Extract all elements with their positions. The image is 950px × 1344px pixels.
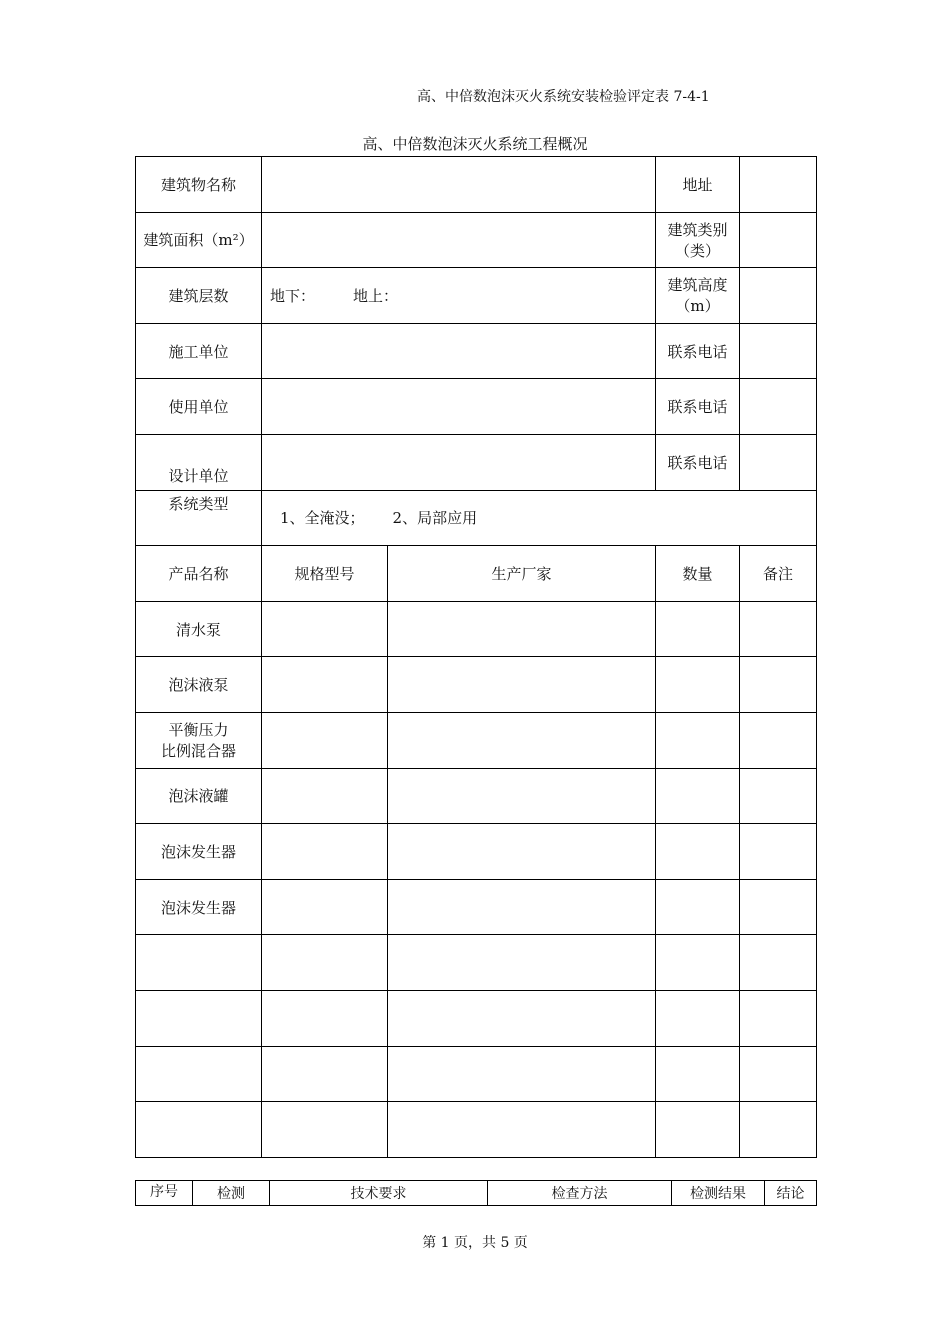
remarks-cell[interactable]: [740, 601, 817, 657]
table-row: [136, 879, 817, 935]
user-unit-value[interactable]: [262, 379, 656, 435]
quantity-cell[interactable]: [656, 824, 740, 880]
manufacturer-cell[interactable]: [388, 1046, 656, 1102]
system-type-label: 系统类型: [136, 490, 262, 546]
spec-cell[interactable]: [262, 879, 388, 935]
design-unit-label: 设计单位: [136, 434, 262, 490]
table-row: [136, 712, 817, 768]
table-row: [136, 601, 817, 657]
remarks-cell[interactable]: [740, 879, 817, 935]
quantity-cell[interactable]: [656, 1046, 740, 1102]
building-name-value[interactable]: [262, 157, 656, 213]
product-name-cell[interactable]: [136, 990, 262, 1046]
product-name-cell[interactable]: [136, 1046, 262, 1102]
manufacturer-cell[interactable]: [388, 990, 656, 1046]
address-value[interactable]: [740, 157, 817, 213]
table-row: [136, 434, 817, 490]
construction-unit-label: 施工单位: [136, 323, 262, 379]
design-unit-value[interactable]: [262, 434, 656, 490]
header-product-name: 产品名称: [136, 546, 262, 602]
building-area-value[interactable]: [262, 212, 656, 268]
product-name: 泡沫液罐: [136, 768, 262, 824]
product-name-cell[interactable]: [136, 1102, 262, 1158]
quantity-cell[interactable]: [656, 712, 740, 768]
aboveground-label: 地上：: [353, 286, 399, 305]
floors-value[interactable]: [262, 268, 656, 324]
spec-cell[interactable]: [262, 1102, 388, 1158]
remarks-cell[interactable]: [740, 990, 817, 1046]
building-category-label: 建筑类别（类）: [656, 212, 740, 268]
table-row: [136, 212, 817, 268]
table-row: [136, 935, 817, 991]
table-row: [136, 546, 817, 602]
remarks-cell[interactable]: [740, 657, 817, 713]
building-height-label: 建筑高度（m）: [656, 268, 740, 324]
project-overview-table: [135, 156, 817, 1158]
quantity-cell[interactable]: [656, 879, 740, 935]
manufacturer-cell[interactable]: [388, 824, 656, 880]
contact-phone-label: 联系电话: [656, 434, 740, 490]
table-row: [136, 657, 817, 713]
spec-cell[interactable]: [262, 601, 388, 657]
document-reference: 高、中倍数泡沫灭火系统安装检验评定表 7-4-1: [417, 89, 710, 105]
manufacturer-cell[interactable]: [388, 879, 656, 935]
remarks-cell[interactable]: [740, 1102, 817, 1158]
remarks-cell[interactable]: [740, 768, 817, 824]
table-row: [136, 323, 817, 379]
table-row: [136, 490, 817, 546]
manufacturer-cell[interactable]: [388, 712, 656, 768]
table-row: [136, 379, 817, 435]
address-label: 地址: [656, 157, 740, 213]
spec-cell[interactable]: [262, 712, 388, 768]
underground-label: 地下：: [270, 286, 316, 305]
system-type-option-1[interactable]: 1、全淹没；: [280, 509, 365, 528]
remarks-cell[interactable]: [740, 712, 817, 768]
construction-unit-value[interactable]: [262, 323, 656, 379]
table-row: [136, 824, 817, 880]
manufacturer-cell[interactable]: [388, 601, 656, 657]
remarks-cell[interactable]: [740, 824, 817, 880]
table-row: [136, 990, 817, 1046]
product-name-line-1: 平衡压力: [168, 721, 229, 740]
quantity-cell[interactable]: [656, 657, 740, 713]
quantity-cell[interactable]: [656, 601, 740, 657]
spec-cell[interactable]: [262, 824, 388, 880]
spec-cell[interactable]: [262, 990, 388, 1046]
manufacturer-cell[interactable]: [388, 935, 656, 991]
table-row: [136, 1102, 817, 1158]
manufacturer-cell[interactable]: [388, 1102, 656, 1158]
construction-phone-value[interactable]: [740, 323, 817, 379]
quantity-cell[interactable]: [656, 1102, 740, 1158]
spec-cell[interactable]: [262, 935, 388, 991]
spec-cell[interactable]: [262, 768, 388, 824]
header-remarks: 备注: [740, 546, 817, 602]
header-seq-no: 序号: [136, 1181, 193, 1206]
design-phone-value[interactable]: [740, 434, 817, 490]
page-number: 第 1 页，共 5 页: [422, 1235, 528, 1251]
header-technical-requirements: 技术要求: [270, 1181, 488, 1206]
system-type-value[interactable]: [262, 490, 817, 546]
contact-phone-label: 联系电话: [656, 379, 740, 435]
manufacturer-cell[interactable]: [388, 768, 656, 824]
quantity-cell[interactable]: [656, 768, 740, 824]
header-spec-model: 规格型号: [262, 546, 388, 602]
building-category-value[interactable]: [740, 212, 817, 268]
product-name: 泡沫发生器: [136, 824, 262, 880]
contact-phone-label: 联系电话: [656, 323, 740, 379]
table-row: [136, 1181, 817, 1206]
product-name-cell[interactable]: [136, 935, 262, 991]
header-inspection-item: 检测: [193, 1181, 270, 1206]
header-manufacturer: 生产厂家: [388, 546, 656, 602]
building-name-label: 建筑物名称: [136, 157, 262, 213]
product-name: [136, 712, 262, 768]
building-height-value[interactable]: [740, 268, 817, 324]
system-type-option-2[interactable]: 2、局部应用: [392, 509, 478, 528]
manufacturer-cell[interactable]: [388, 657, 656, 713]
spec-cell[interactable]: [262, 1046, 388, 1102]
table-row: [136, 768, 817, 824]
table-row: [136, 157, 817, 213]
product-name: 泡沫液泵: [136, 657, 262, 713]
product-name: 泡沫发生器: [136, 879, 262, 935]
remarks-cell[interactable]: [740, 1046, 817, 1102]
header-inspection-method: 检查方法: [488, 1181, 672, 1206]
remarks-cell[interactable]: [740, 935, 817, 991]
spec-cell[interactable]: [262, 657, 388, 713]
inspection-header-table: [135, 1180, 817, 1206]
user-phone-value[interactable]: [740, 379, 817, 435]
header-inspection-result: 检测结果: [672, 1181, 765, 1206]
quantity-cell[interactable]: [656, 990, 740, 1046]
table-row: [136, 1046, 817, 1102]
table-title: 高、中倍数泡沫灭火系统工程概况: [362, 135, 588, 153]
product-name: 清水泵: [136, 601, 262, 657]
building-area-label: 建筑面积（m²）: [136, 212, 262, 268]
user-unit-label: 使用单位: [136, 379, 262, 435]
floors-label: 建筑层数: [136, 268, 262, 324]
quantity-cell[interactable]: [656, 935, 740, 991]
header-quantity: 数量: [656, 546, 740, 602]
product-name-line-2: 比例混合器: [160, 742, 236, 761]
header-conclusion: 结论: [765, 1181, 817, 1206]
table-row: [136, 268, 817, 324]
